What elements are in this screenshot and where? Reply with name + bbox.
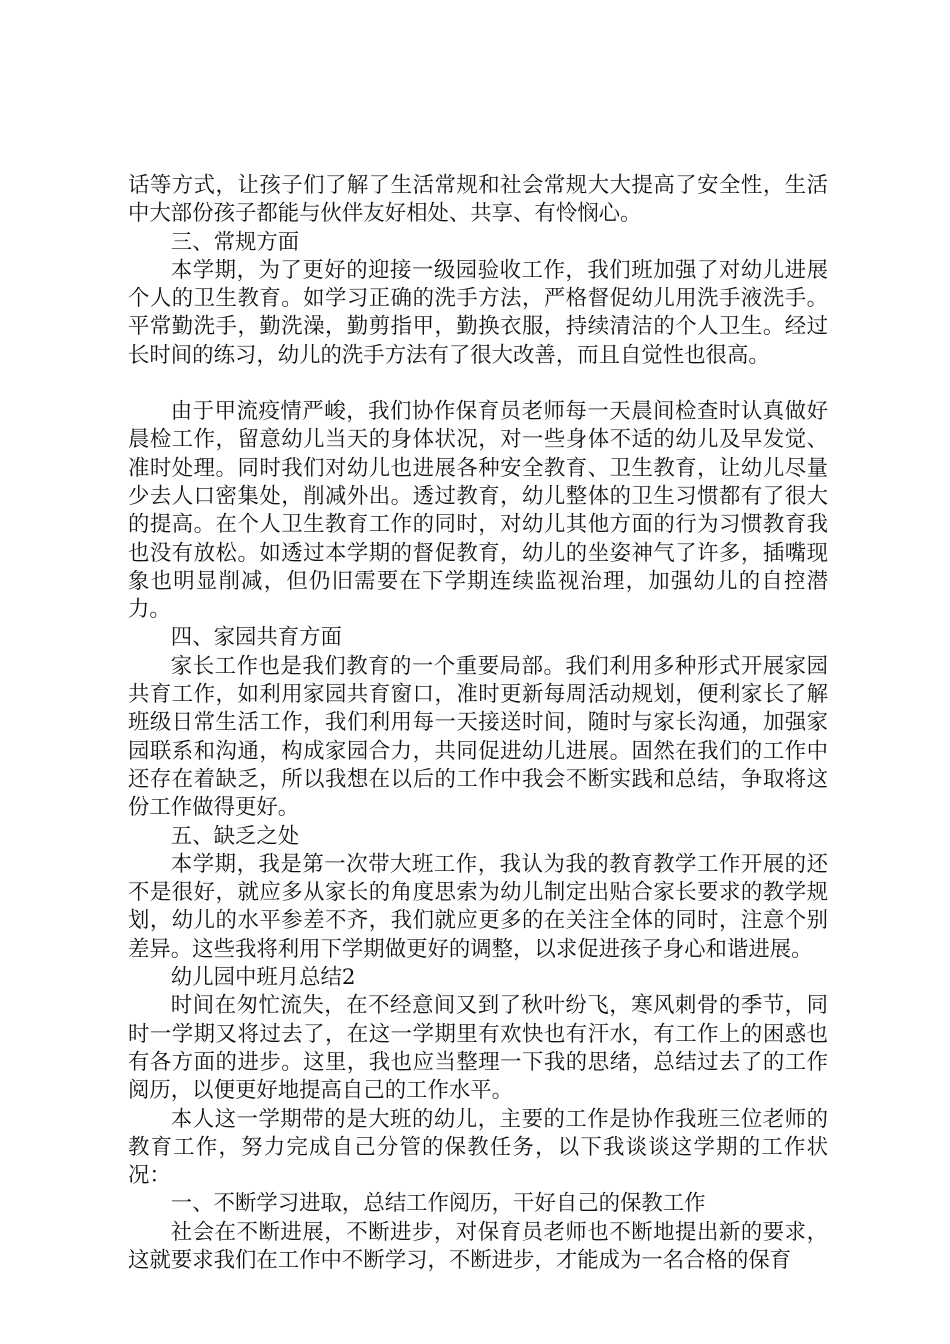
paragraph: 话等方式，让孩子们了解了生活常规和社会常规大大提高了安全性，生活中大部份孩子都能与伙伴友好相处、共享、有怜悯心。: [128, 173, 828, 227]
document-body: [128, 172, 828, 1275]
section-heading: 三、常规方面: [170, 229, 300, 255]
section-heading: 四、家园共育方面: [170, 625, 342, 651]
paragraph: 本学期，我是第一次带大班工作，我认为我的教育教学工作开展的还不是很好，就应多从家长的角度思索为幼儿制定出贴合家长要求的教学规划，幼儿的水平参差不齐，我们就应更多的在关注全体的同时，注意个别差异。这些我将利用下学期做更好的调整，以求促进孩子身心和谐进展。: [128, 851, 828, 962]
paragraph: 社会在不断进展，不断进步，对保育员老师也不断地提出新的要求，这就要求我们在工作中不断学习，不断进步，才能成为一名合格的保育: [128, 1219, 828, 1273]
paragraph: 本人这一学期带的是大班的幼儿，主要的工作是协作我班三位老师的教育工作，努力完成自己分管的保教任务，以下我谈谈这学期的工作状况：: [128, 1106, 828, 1189]
paragraph: 家长工作也是我们教育的一个重要局部。我们利用多种形式开展家园共育工作，如利用家园共育窗口，准时更新每周活动规划，便利家长了解班级日常生活工作，我们利用每一天接送时间，随时与家长沟通，加强家园联系和沟通，构成家园合力，共同促进幼儿进展。固然在我们的工作中还存在着缺乏，所以我想在以后的工作中我会不断实践和总结，争取将这份工作做得更好。: [128, 653, 828, 821]
paragraph: 时间在匆忙流失，在不经意间又到了秋叶纷飞，寒风刺骨的季节，同时一学期又将过去了，在这一学期里有欢快也有汗水，有工作上的困惑也有各方面的进步。这里，我也应当整理一下我的思绪，总结过去了的工作阅历，以便更好地提高自己的工作水平。: [128, 993, 828, 1104]
section-heading: 五、缺乏之处: [170, 823, 300, 849]
paragraph: 由于甲流疫情严峻，我们协作保育员老师每一天晨间检查时认真做好晨检工作，留意幼儿当天的身体状况，对一些身体不适的幼儿及早发觉、准时处理。同时我们对幼儿也进展各种安全教育、卫生教育，让幼儿尽量少去人口密集处，削减外出。透过教育，幼儿整体的卫生习惯都有了很大的提高。在个人卫生教育工作的同时，对幼儿其他方面的行为习惯教育我也没有放松。如透过本学期的督促教育，幼儿的坐姿神气了许多，插嘴现象也明显削减，但仍旧需要在下学期连续监视治理，加强幼儿的自控潜力。: [128, 399, 828, 623]
document-title: 幼儿园中班月总结2: [170, 965, 356, 991]
section-heading: 一、不断学习进取，总结工作阅历，干好自己的保教工作: [170, 1191, 706, 1217]
paragraph: 本学期，为了更好的迎接一级园验收工作，我们班加强了对幼儿进展个人的卫生教育。如学习正确的洗手方法，严格督促幼儿用洗手液洗手。平常勤洗手，勤洗澡，勤剪指甲，勤换衣服，持续清洁的个人卫生。经过长时间的练习，幼儿的洗手方法有了很大改善，而且自觉性也很高。: [128, 257, 828, 368]
